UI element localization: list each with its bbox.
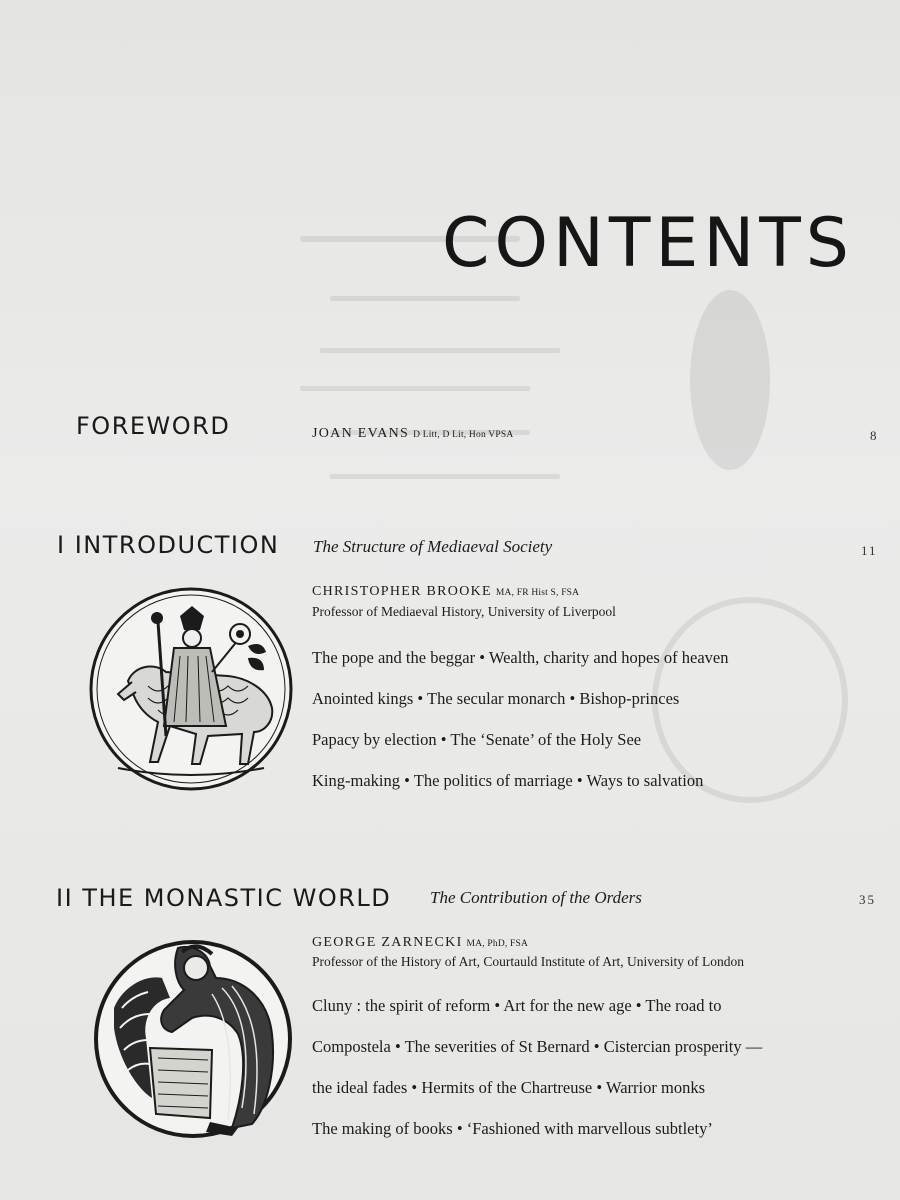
- bullet: •: [569, 689, 576, 708]
- topic: Wealth, charity and hopes of heaven: [488, 648, 729, 667]
- topic-line: [312, 1108, 762, 1149]
- topic: Cluny : the spirit of reform: [312, 996, 491, 1015]
- topic: The making of books: [312, 1119, 453, 1138]
- section-1-affiliation: Professor of Mediaeval History, University of Liverpool: [312, 604, 616, 619]
- bullet: •: [417, 689, 424, 708]
- section-1-subtitle: The Structure of Mediaeval Society: [313, 537, 553, 556]
- topic-line: [312, 760, 729, 801]
- bullet: •: [576, 771, 583, 790]
- section-1-topics: [312, 637, 729, 801]
- topic: The severities of St Bernard: [404, 1037, 590, 1056]
- author-name: GEORGE ZARNECKI: [312, 935, 463, 950]
- bullet: •: [593, 1037, 600, 1056]
- topic: The politics of marriage: [413, 771, 573, 790]
- section-2-heading: II THE MONASTIC WORLD: [56, 884, 392, 912]
- topic-line: [312, 1067, 762, 1108]
- author-qualifications: D Litt, D Lit, Hon VPSA: [413, 430, 514, 440]
- page-title: CONTENTS: [442, 204, 854, 283]
- topic: The secular monarch: [427, 689, 566, 708]
- topic: Hermits of the Chartreuse: [421, 1078, 593, 1097]
- woodcut-roundel-horseman-illustration: [88, 586, 294, 792]
- topic: The road to: [645, 996, 722, 1015]
- bullet: •: [479, 648, 486, 667]
- bullet: •: [494, 996, 501, 1015]
- topic: Compostela: [312, 1037, 391, 1056]
- topic-line: [312, 1026, 762, 1067]
- author-name: CHRISTOPHER BROOKE: [312, 584, 492, 599]
- topic: the ideal fades: [312, 1078, 408, 1097]
- section-2-page-number: 35: [859, 892, 876, 907]
- section-2-subtitle: The Contribution of the Orders: [430, 888, 642, 907]
- topic: ‘Fashioned with marvellous subtlety’: [466, 1119, 713, 1138]
- author-name: JOAN EVANS: [312, 426, 410, 441]
- bullet: •: [411, 1078, 418, 1097]
- topic: Warrior monks: [605, 1078, 705, 1097]
- section-2-affiliation: Professor of the History of Art, Courtauld Institute of Art, University of London: [312, 954, 744, 969]
- woodcut-roundel-monk-illustration: [92, 938, 294, 1140]
- foreword-author: [312, 426, 513, 442]
- section-2-author: [312, 935, 528, 951]
- topic: Bishop-princes: [579, 689, 680, 708]
- bullet: •: [456, 1119, 463, 1138]
- foreword-heading: FOREWORD: [76, 412, 231, 440]
- topic: Art for the new age: [503, 996, 632, 1015]
- section-1-author: [312, 584, 579, 600]
- topic: King-making: [312, 771, 400, 790]
- author-qualifications: MA, FR Hist S, FSA: [495, 588, 580, 598]
- topic: Papacy by election: [312, 730, 437, 749]
- topic-line: [312, 678, 729, 719]
- topic: The pope and the beggar: [312, 648, 476, 667]
- topic: Ways to salvation: [586, 771, 704, 790]
- topic: Cistercian prosperity —: [603, 1037, 763, 1056]
- bullet: •: [635, 996, 642, 1015]
- topic: The ‘Senate’ of the Holy See: [450, 730, 642, 749]
- section-1-page-number: 11: [861, 543, 878, 558]
- topic-line: [312, 719, 729, 760]
- bullet: •: [404, 771, 410, 790]
- topic-line: [312, 637, 729, 678]
- section-1-heading: I INTRODUCTION: [57, 531, 280, 559]
- topic: Anointed kings: [312, 689, 414, 708]
- author-qualifications: MA, PhD, FSA: [466, 939, 529, 949]
- bullet: •: [596, 1078, 603, 1097]
- foreword-page-number: 8: [870, 428, 879, 443]
- topic-line: [312, 985, 762, 1026]
- bullet: •: [440, 730, 447, 749]
- bullet: •: [394, 1037, 401, 1056]
- section-2-topics: [312, 985, 762, 1149]
